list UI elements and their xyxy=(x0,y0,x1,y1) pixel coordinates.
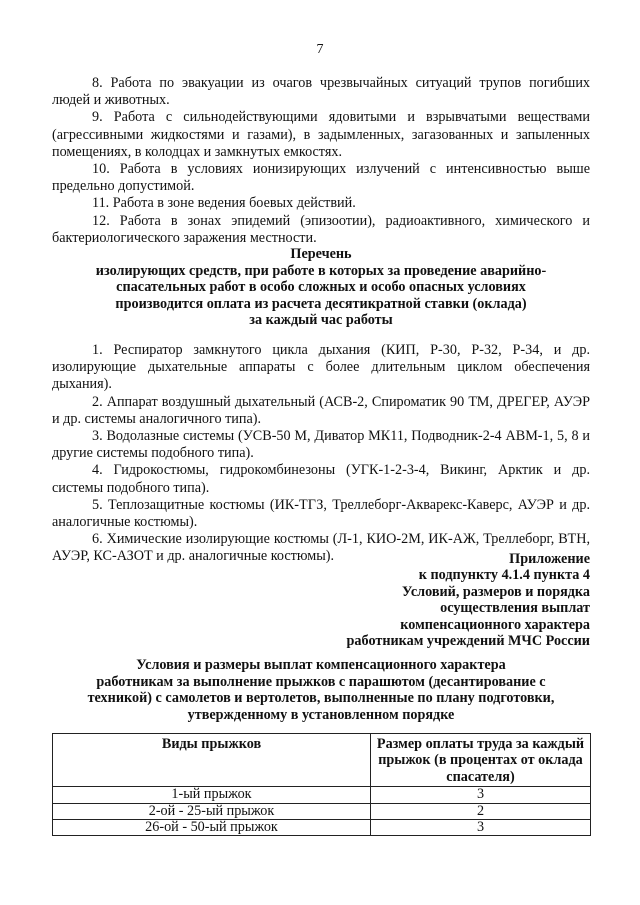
list-item: 11. Работа в зоне ведения боевых действий. xyxy=(92,195,356,212)
perechen-line: изолирующих средств, при работе в которых за проведение аварийно- xyxy=(95,262,547,279)
hazard-work-list xyxy=(52,75,590,247)
list-item: 9. Работа с сильнодействующими ядовитыми и взрывчатыми веществами (агрессивными жидкостями и газами), в задымленных, загазованных и запыленных помещениях, в колодцах и замкнутых емкостях. xyxy=(52,109,590,160)
usloviya-line: утвержденному в установленном порядке xyxy=(187,706,455,723)
list-item: 1. Респиратор замкнутого цикла дыхания (КИП, Р-30, Р-32, Р-34, и др. изолирующие дыхательные аппараты с более длительным циклом обеспечения дыхания). xyxy=(52,342,590,393)
perechen-heading xyxy=(52,246,590,329)
list-item: 8. Работа по эвакуации из очагов чрезвычайных ситуаций трупов погибших людей и животных. xyxy=(52,75,590,109)
isolating-means-list xyxy=(52,342,590,566)
table-cell-payment: 2 xyxy=(371,803,591,819)
table-cell-jump: 1-ый прыжок xyxy=(53,787,371,803)
table-row xyxy=(53,787,591,803)
jump-payment-table xyxy=(52,733,591,836)
usloviya-heading xyxy=(52,657,590,723)
appendix-line: Условий, размеров и порядка xyxy=(401,583,590,600)
table-row xyxy=(53,820,591,836)
appendix-line: к подпункту 4.1.4 пункта 4 xyxy=(418,567,590,584)
appendix-line: Приложение xyxy=(509,551,590,567)
page-number: 7 xyxy=(316,42,324,57)
list-item: 3. Водолазные системы (УСВ-50 М, Диватор МК11, Подводник-2-4 АВМ-1, 5, 8 и другие системы подобного типа). xyxy=(52,428,590,462)
table-cell-payment: 3 xyxy=(371,787,591,803)
list-item: 4. Гидрокостюмы, гидрокомбинезоны (УГК-1-2-3-4, Викинг, Арктик и др. системы подобного типа). xyxy=(52,462,590,496)
perechen-title: Перечень xyxy=(290,246,352,262)
list-item: 5. Теплозащитные костюмы (ИК-ТГЗ, Треллеборг-Акварекс-Каверс, АУЭР и др. аналогичные костюмы). xyxy=(52,496,590,531)
list-item: 6. Химические изолирующие костюмы (Л-1, КИО-2М, ИК-АЖ, Треллеборг, ВТН, АУЭР, КС-АЗОТ и др. аналогичные костюмы). xyxy=(52,531,590,565)
table-row xyxy=(53,803,591,819)
list-item: 10. Работа в условиях ионизирующих излучений с интенсивностью выше предельно допустимой. xyxy=(52,161,590,195)
perechen-line: спасательных работ в особо сложных и особо опасных условиях xyxy=(116,279,526,296)
appendix-line: работникам учреждений МЧС России xyxy=(346,633,590,650)
perechen-line: производится оплата из расчета десятикратной ставки (оклада) xyxy=(115,295,527,312)
usloviya-line: техникой) с самолетов и вертолетов, выполненные по плану подготовки, xyxy=(87,690,555,707)
column-header-jump-type: Виды прыжков xyxy=(53,734,371,787)
appendix-line: осуществления выплат xyxy=(440,600,590,617)
table-cell-jump: 2-ой - 25-ый прыжок xyxy=(53,803,371,819)
column-header-payment-size: Размер оплаты труда за каждый прыжок (в процентах от оклада спасателя) xyxy=(371,734,591,787)
appendix-line: компенсационного характера xyxy=(400,616,590,633)
table-cell-payment: 3 xyxy=(371,820,591,836)
appendix-block xyxy=(318,551,590,649)
usloviya-line: работникам за выполнение прыжков с парашютом (десантирование с xyxy=(96,673,546,690)
list-item: 12. Работа в зонах эпидемий (эпизоотии), радиоактивного, химического и бактериологического заражения местности. xyxy=(52,212,590,246)
perechen-line: за каждый час работы xyxy=(249,312,393,329)
usloviya-line: Условия и размеры выплат компенсационного характера xyxy=(136,657,506,673)
table-cell-jump: 26-ой - 50-ый прыжок xyxy=(53,820,371,836)
table-header-row xyxy=(53,734,591,787)
list-item: 2. Аппарат воздушный дыхательный (АСВ-2, Спироматик 90 ТМ, ДРЕГЕР, АУЭР и др. системы аналогичного типа). xyxy=(52,393,590,427)
